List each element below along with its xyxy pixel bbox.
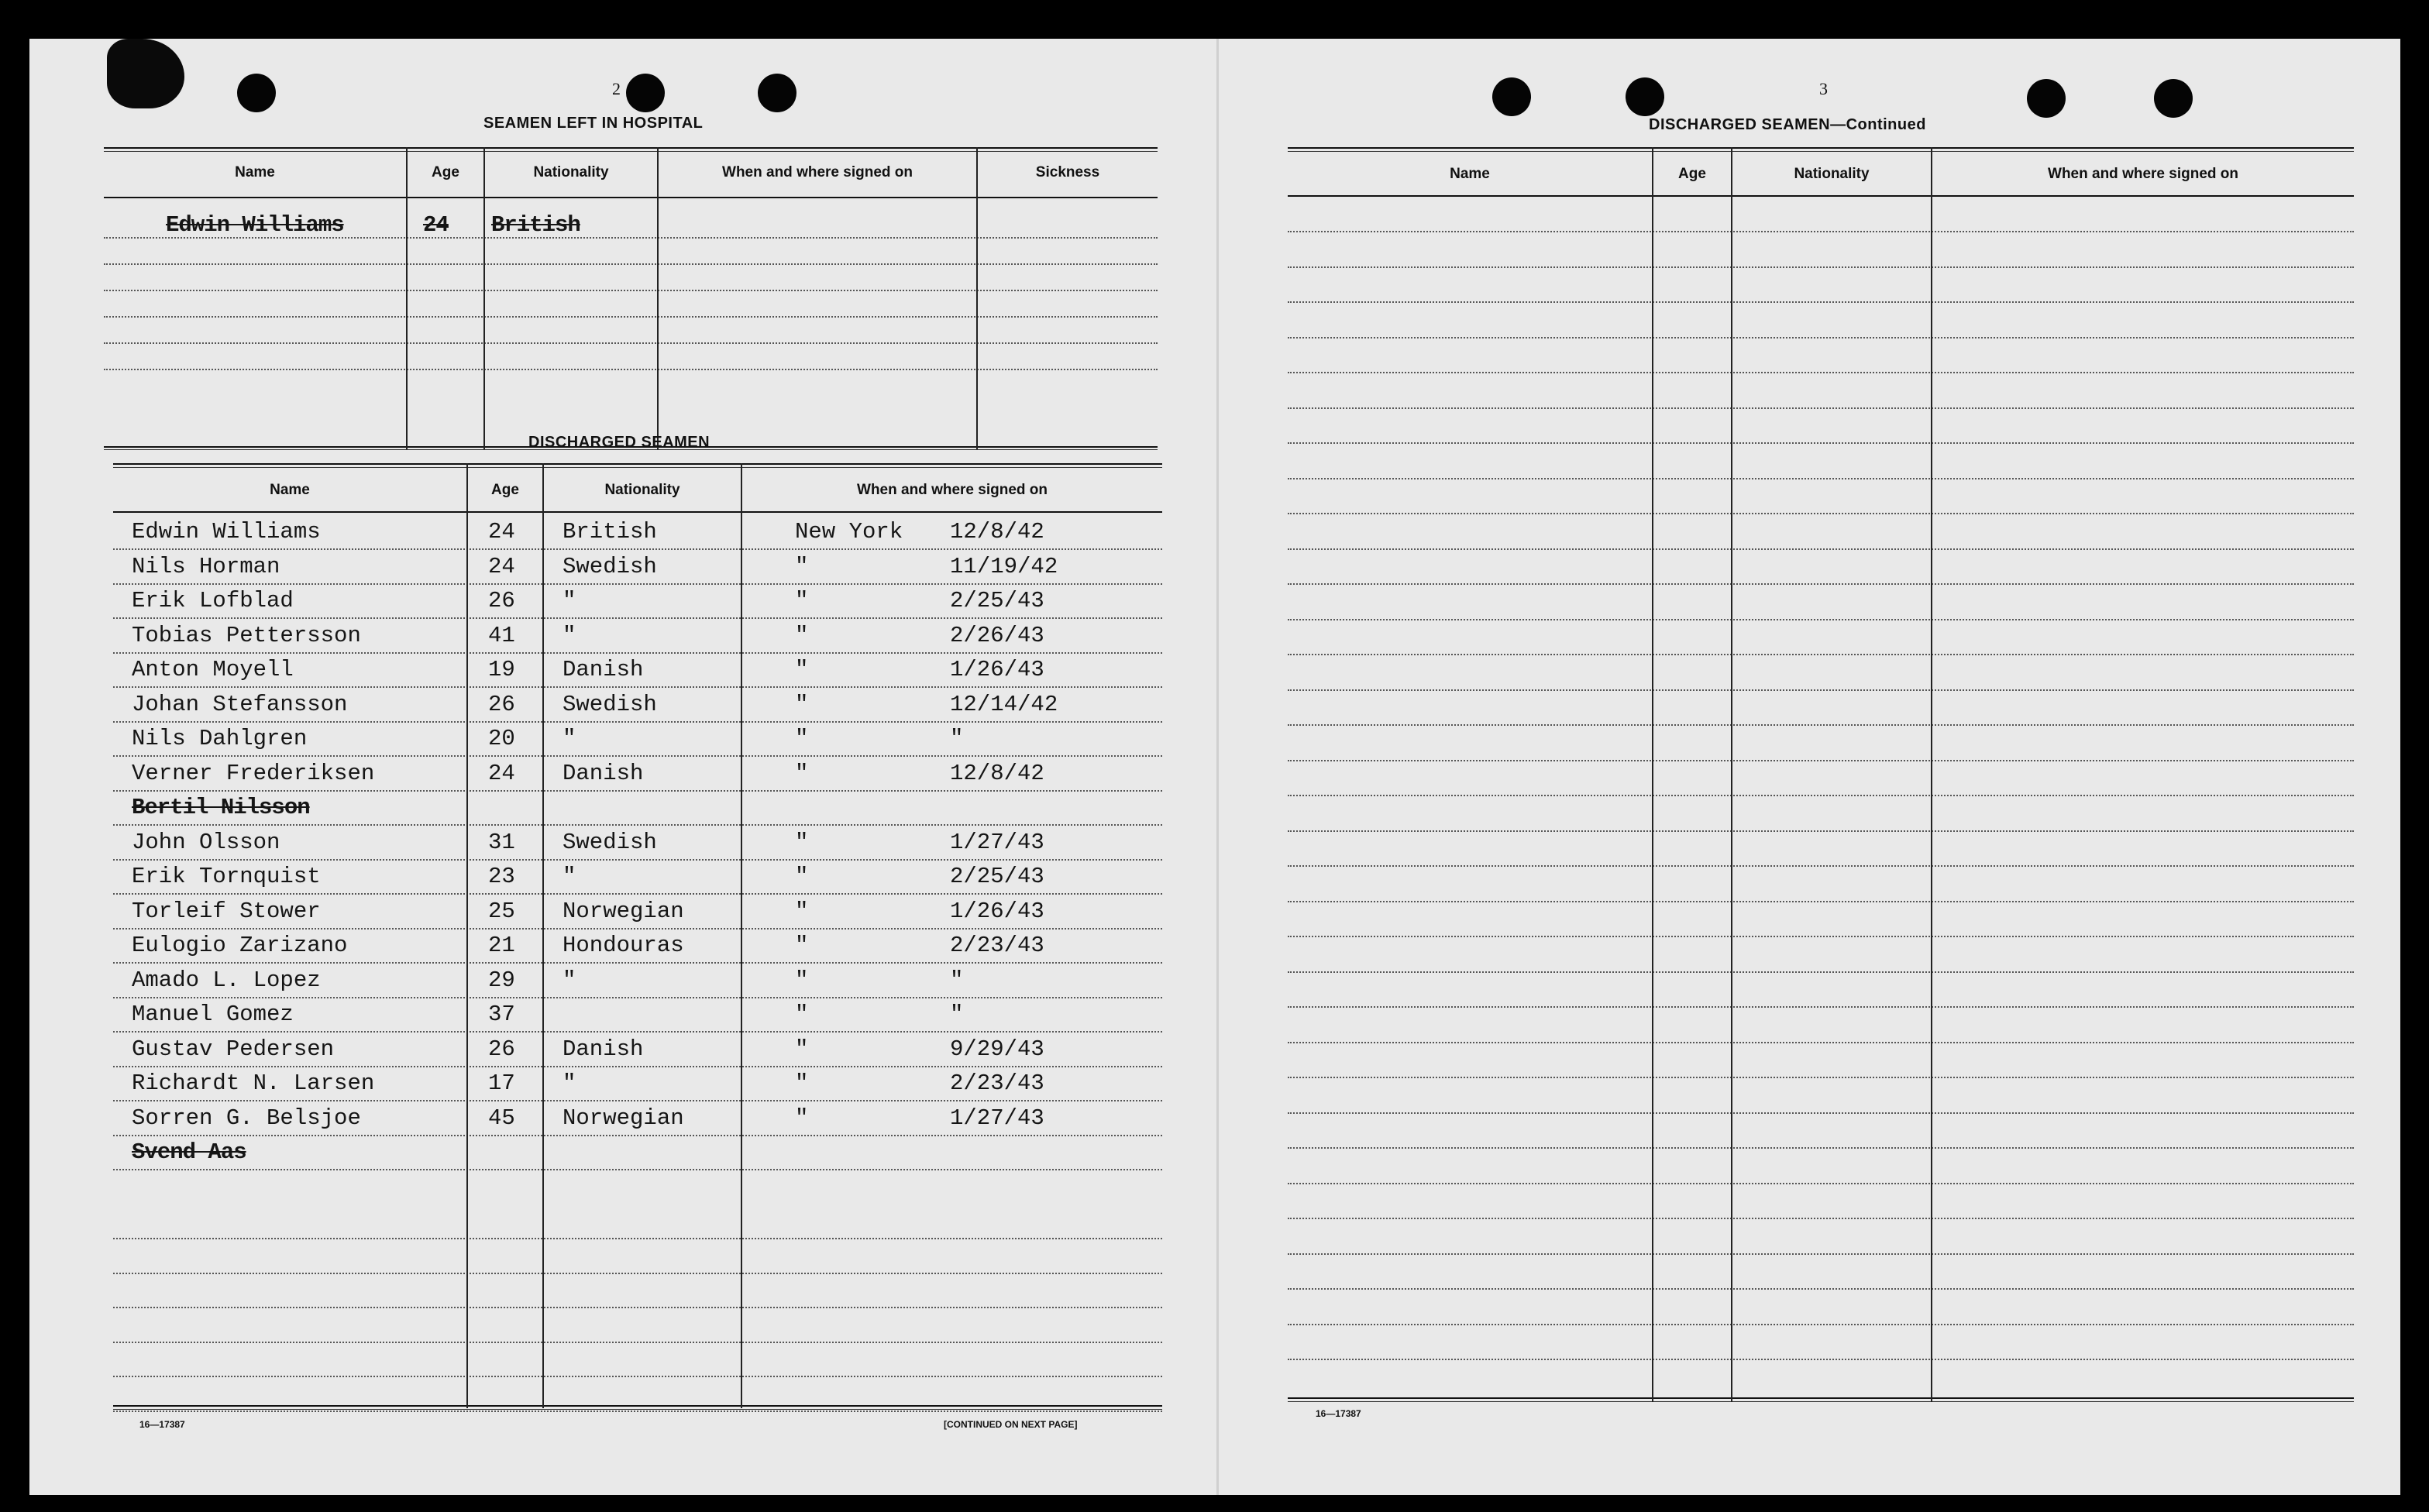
page-number-left: 2 (612, 79, 621, 98)
signed-on-date: 1/27/43 (950, 1105, 1044, 1131)
seaman-age: 19 (488, 657, 515, 682)
row-rule (1288, 689, 2354, 691)
signed-on-place: " (795, 864, 809, 889)
hospital-header-name: Name (235, 164, 275, 180)
form-number-left: 16—17387 (139, 1419, 185, 1430)
seaman-name: Johan Stefansson (132, 691, 348, 717)
seaman-name: Manuel Gomez (132, 1002, 294, 1027)
row-rule (113, 962, 1162, 964)
hospital-header-age: Age (432, 164, 459, 180)
row-rule (1288, 231, 2354, 232)
row-rule (1288, 1359, 2354, 1360)
discharged-header-name: Name (270, 482, 310, 498)
row-rule (1288, 1218, 2354, 1219)
hospital-entry-name: Edwin Williams (166, 212, 344, 238)
row-rule (1288, 936, 2354, 937)
seaman-name: Torleif Stower (132, 898, 321, 924)
hospital-entry-nationality: British (491, 212, 580, 238)
seaman-nationality: Norwegian (563, 898, 684, 924)
row-rule (1288, 548, 2354, 550)
continued-header-signed-on: When and where signed on (2048, 166, 2238, 182)
signed-on-date: 2/25/43 (950, 864, 1044, 889)
signed-on-place: New York (795, 519, 903, 545)
row-rule (113, 755, 1162, 757)
seaman-name: Eulogio Zarizano (132, 933, 348, 958)
seaman-name: Nils Horman (132, 553, 280, 579)
seaman-name: Svend Aas (132, 1139, 246, 1165)
discharged-header-age: Age (491, 482, 519, 498)
seaman-name: Richardt N. Larsen (132, 1070, 375, 1096)
row-rule (1288, 865, 2354, 867)
discharged-table (113, 463, 1162, 1408)
signed-on-date: 2/23/43 (950, 933, 1044, 958)
row-rule (1288, 724, 2354, 726)
signed-on-place: " (795, 933, 809, 958)
signed-on-place: " (795, 1105, 809, 1131)
seaman-name: Bertil Nilsson (132, 795, 310, 820)
seaman-name: Tobias Pettersson (132, 622, 361, 648)
signed-on-date: 1/27/43 (950, 829, 1044, 855)
seaman-name: John Olsson (132, 829, 280, 855)
row-rule (1288, 513, 2354, 514)
signed-on-date: 9/29/43 (950, 1036, 1044, 1062)
row-rule (1288, 901, 2354, 902)
seaman-age: 29 (488, 967, 515, 993)
row-rule (1288, 1042, 2354, 1043)
row-rule (1288, 971, 2354, 973)
page-fold (1216, 39, 1219, 1495)
seaman-age: 24 (488, 760, 515, 786)
row-rule (1288, 337, 2354, 338)
row-rule (113, 1273, 1162, 1274)
seaman-age: 26 (488, 691, 515, 717)
row-rule (113, 790, 1162, 792)
seaman-nationality: Danish (563, 1036, 644, 1062)
signed-on-place: " (795, 657, 809, 682)
signed-on-date: 1/26/43 (950, 898, 1044, 924)
signed-on-place: " (795, 967, 809, 993)
hospital-header-sickness: Sickness (1035, 164, 1100, 180)
discharged-section-title: DISCHARGED SEAMEN (528, 434, 710, 451)
signed-on-place: " (795, 691, 809, 717)
signed-on-date: " (950, 967, 964, 993)
continued-table (1288, 147, 2354, 1405)
row-rule (113, 1342, 1162, 1343)
row-rule (113, 721, 1162, 723)
signed-on-date: " (950, 726, 964, 751)
row-rule (1288, 583, 2354, 585)
row-rule (1288, 830, 2354, 832)
seaman-name: Erik Lofblad (132, 588, 294, 613)
row-rule (113, 859, 1162, 861)
seaman-nationality: " (563, 967, 576, 993)
signed-on-date: 11/19/42 (950, 553, 1058, 579)
seaman-nationality: " (563, 588, 576, 613)
row-rule (113, 1238, 1162, 1239)
row-rule (113, 652, 1162, 654)
row-rule (1288, 478, 2354, 479)
seaman-nationality: " (563, 1070, 576, 1096)
row-rule (113, 1411, 1162, 1412)
punch-hole (237, 74, 276, 112)
continued-header-age: Age (1678, 166, 1706, 182)
seaman-age: 37 (488, 1002, 515, 1027)
signed-on-place: " (795, 1070, 809, 1096)
seaman-age: 24 (488, 519, 515, 545)
seaman-age: 17 (488, 1070, 515, 1096)
signed-on-place: " (795, 588, 809, 613)
seaman-name: Anton Moyell (132, 657, 294, 682)
punch-hole (758, 74, 796, 112)
row-rule (113, 583, 1162, 585)
seaman-name: Erik Tornquist (132, 864, 321, 889)
row-rule (113, 617, 1162, 619)
row-rule (113, 1100, 1162, 1101)
signed-on-date: 12/8/42 (950, 519, 1044, 545)
signed-on-date: " (950, 1002, 964, 1027)
row-rule (113, 1031, 1162, 1033)
seaman-age: 31 (488, 829, 515, 855)
row-rule (113, 686, 1162, 688)
signed-on-date: 1/26/43 (950, 657, 1044, 682)
row-rule (1288, 1077, 2354, 1078)
form-number-right: 16—17387 (1316, 1408, 1361, 1419)
seaman-nationality: " (563, 622, 576, 648)
seaman-nationality: " (563, 864, 576, 889)
punch-hole (1626, 77, 1664, 116)
row-rule (1288, 1324, 2354, 1325)
row-rule (113, 893, 1162, 895)
row-rule (1288, 795, 2354, 796)
row-rule (1288, 760, 2354, 761)
signed-on-place: " (795, 726, 809, 751)
row-rule (113, 1307, 1162, 1308)
continued-note: [CONTINUED ON NEXT PAGE] (944, 1419, 1078, 1430)
hospital-section-title: SEAMEN LEFT IN HOSPITAL (483, 115, 704, 132)
seaman-name: Sorren G. Belsjoe (132, 1105, 361, 1131)
seaman-nationality: Hondouras (563, 933, 684, 958)
seaman-nationality: Swedish (563, 553, 657, 579)
seaman-nationality: Swedish (563, 829, 657, 855)
row-rule (1288, 654, 2354, 655)
seaman-age: 21 (488, 933, 515, 958)
row-rule (1288, 1147, 2354, 1149)
row-rule (113, 1135, 1162, 1136)
hospital-header-signed-on: When and where signed on (722, 164, 913, 180)
continued-header-name: Name (1450, 166, 1490, 182)
seaman-age: 26 (488, 588, 515, 613)
signed-on-date: 2/23/43 (950, 1070, 1044, 1096)
seaman-age: 26 (488, 1036, 515, 1062)
punch-hole (2027, 79, 2066, 118)
ink-blot (107, 39, 184, 108)
seaman-nationality: British (563, 519, 657, 545)
signed-on-place: " (795, 829, 809, 855)
signed-on-date: 12/14/42 (950, 691, 1058, 717)
seaman-nationality: Norwegian (563, 1105, 684, 1131)
signed-on-place: " (795, 622, 809, 648)
document-sheet (29, 39, 2400, 1495)
seaman-age: 41 (488, 622, 515, 648)
seaman-age: 23 (488, 864, 515, 889)
row-rule (1288, 407, 2354, 409)
seaman-age: 20 (488, 726, 515, 751)
row-rule (113, 928, 1162, 930)
signed-on-date: 2/25/43 (950, 588, 1044, 613)
punch-hole (626, 74, 665, 112)
seaman-nationality: " (563, 726, 576, 751)
row-rule (1288, 1183, 2354, 1184)
row-rule (1288, 619, 2354, 620)
seaman-nationality: Swedish (563, 691, 657, 717)
seaman-age: 45 (488, 1105, 515, 1131)
seaman-age: 25 (488, 898, 515, 924)
row-rule (113, 548, 1162, 550)
signed-on-place: " (795, 898, 809, 924)
row-rule (1288, 1288, 2354, 1290)
signed-on-place: " (795, 1036, 809, 1062)
seaman-age: 24 (488, 553, 515, 579)
seaman-name: Verner Frederiksen (132, 760, 375, 786)
punch-hole (1492, 77, 1531, 116)
row-rule (113, 1376, 1162, 1377)
signed-on-place: " (795, 553, 809, 579)
discharged-header-signed-on: When and where signed on (857, 482, 1048, 498)
seaman-name: Edwin Williams (132, 519, 321, 545)
row-rule (1288, 372, 2354, 373)
row-rule (1288, 1112, 2354, 1114)
page-number-right: 3 (1819, 79, 1828, 98)
continued-section-title: DISCHARGED SEAMEN—Continued (1649, 116, 1926, 133)
hospital-entry-age: 24 (423, 212, 449, 238)
signed-on-place: " (795, 760, 809, 786)
row-rule (113, 1169, 1162, 1170)
row-rule (1288, 266, 2354, 268)
row-rule (1288, 1006, 2354, 1008)
row-rule (113, 1066, 1162, 1067)
signed-on-date: 2/26/43 (950, 622, 1044, 648)
seaman-name: Amado L. Lopez (132, 967, 321, 993)
hospital-table (104, 147, 1158, 449)
signed-on-date: 12/8/42 (950, 760, 1044, 786)
row-rule (1288, 301, 2354, 303)
row-rule (1288, 1253, 2354, 1255)
row-rule (113, 997, 1162, 998)
seaman-nationality: Danish (563, 760, 644, 786)
punch-hole (2154, 79, 2193, 118)
continued-header-nationality: Nationality (1794, 166, 1870, 182)
seaman-nationality: Danish (563, 657, 644, 682)
discharged-header-nationality: Nationality (604, 482, 680, 498)
hospital-header-nationality: Nationality (533, 164, 609, 180)
signed-on-place: " (795, 1002, 809, 1027)
row-rule (1288, 442, 2354, 444)
row-rule (113, 824, 1162, 826)
seaman-name: Gustav Pedersen (132, 1036, 335, 1062)
seaman-name: Nils Dahlgren (132, 726, 308, 751)
